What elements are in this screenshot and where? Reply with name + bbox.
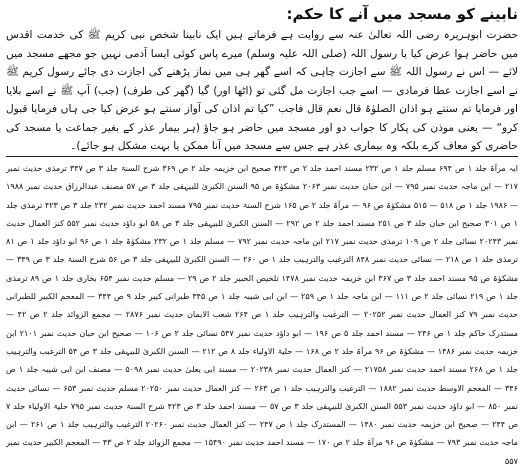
section-heading: نابینے کو مسجد میں آنے کا حکم: xyxy=(286,5,518,23)
footnote-divider xyxy=(6,156,518,157)
hadith-paragraph: حضرت ابوہریرہ رضی اللہ تعالیٰ عنہ سے روایت ہے فرماتے ہیں ایک نابینا شخص نبی کریم ﷺ کی خدمت اقدس میں حاضر ہوا عرض کیا یا رسول اللہ (صلی اللہ علیہ وسلم) میرے پاس کوئی ایسا آدمی نہیں جو مجھے مسجد میں لائے — اس نے رسول اللہ ﷺ سے اجازت چاہی کہ اسے گھر ہی میں نماز پڑھنے کی اجازت دی جائے رسول کریم ﷺ نے اسے اجازت عطا فرمادی — اسے جب اجازت مل گئی تو (اٹھا اور) گیا (گھر کی طرف) (جب) آپ ﷺ نے اسے بلایا اور فرمایا تم سنتے ہو اذان الصلوٰۃ قال نعم قال فاجب ”کیا تم اذان کی آواز سنتے ہو عرض کیا جی ہاں فرمایا قبول کرو“ — یعنی موذن کی پکار کا جواب دو اور مسجد میں حاضر ہو جاؤ (ہر بیمار عذر کے بغیر جماعت یا مسجد کی حاضری کو معاف کرے بلکہ وہ بیماری عذر ہے جس سے مسجد میں آنا ممکن یا بہت مشکل ہو جائے)۔ xyxy=(6,29,518,152)
footnote-references: ایہ مرآۃ جلد ۱ ص ۶۹۴ مسلم جلد ۱ ص ۲۳۲ مسند احمد جلد ۲ ص ۴۲۳ صحیح ابن خزیمہ جلد ۲ ص ۳۶۹ شرح السنۃ جلد ۳ ص ۳۴۷ ترمذی حدیث نمبر ۲۱۷ — ابن ماجہ حدیث نمبر ۷۹۵ — ابن حبان حدیث نمبر ۲۰۶۳ مشکوٰۃ ص ۹۵ السنن الکبریٰ للبیہقی جلد ۳ ص ۵۷ مصنف عبدالرزاق حدیث نمبر ۱۹۸۸ — ۱۹۸۶ جلد ۱ ص ۵۱۸ — ۵۱۵ مشکوٰۃ ص ۹۶ — مرآۃ جلد ۲ ص ۱۶۵ شرح السنۃ حدیث نمبر ۷۹۵ مسند احمد حدیث نمبر ۲۳۲ جلد ۳ ص ۴۲۳ ترمذی جلد ۱ ص ۳۰۱ صحیح ابن حبان جلد ۳ ص ۲۵۱ مسند احمد جلد ۲ ص ۲۹۲ — السنن الکبریٰ للبیہقی جلد ۳ ص ۵۸ ابو داؤد حدیث نمبر ۵۵۲ کنز العمال حدیث نمبر ۲۰۲۴۳ نسائی جلد ۲ ص ۱۰۹ ترمذی حدیث نمبر ۲۱۷ ابن ماجہ حدیث نمبر ۷۹۲ — مسلم جلد ۱ ص ۲۳۲ مشکوٰۃ جلد ۱ ص ۹۶ ابو داؤد جلد ۱ ص ۸۱ ترمذی جلد ۱ ص ۲۱۸ — نسائی حدیث نمبر ۸۴۸ الترغیب والترہیب جلد ۱ ص ۲۶۰ — السنن الکبریٰ للبیہقی جلد ۳ ص ۵۶ شرح السنۃ جلد ۳ ص ۳۴۹ — مشکوٰۃ ص ۹۵ مسند احمد جلد ۳ ص ۳۶۷ ابن خزیمہ حدیث نمبر ۱۴۷۸ تلخیص الحبیر جلد ۲ ص ۲۹ — مسلم حدیث نمبر ۶۵۴ بخاری جلد ۱ ص ۸۹ ترمذی جلد ۱ ص ۲۱۹ نسائی جلد ۲ ص ۱۱۱ — ابن ماجہ جلد ۱ ص ۲۵۹ — ابن ابی شیبہ جلد ۱ ص ۳۴۵ طبرانی کبیر جلد ۹ ص ۳۴۴ — المعجم الکبیر للطبرانی حدیث نمبر ۷۹ کنز العمال حدیث نمبر ۲۰۲۵۲ — الترغیب والترہیب جلد ۱ ص ۲۶۴ شعب الایمان حدیث نمبر ۲۸۷۶ — مجمع الزوائد جلد ۲ ص ۴۲ — مستدرک حاکم جلد ۱ ص ۲۴۶ — مسند احمد جلد ۵ ص ۱۹۶ — ابو داؤد حدیث نمبر ۵۴۷ نسائی جلد ۲ ص ۱۰۶ — صحیح ابن حبان حدیث نمبر ۲۱۰۱ ابن خزیمہ حدیث نمبر ۱۴۸۶ — مشکوٰۃ ص ۹۶ مرآۃ جلد ۲ ص ۱۶۸ — حلیۃ الاولیاء جلد ۸ ص ۲۱۲ — السنن الکبریٰ للبیہقی جلد ۳ ص ۵۴ الترغیب والترہیب جلد ۱ ص ۲۶۸ مسند احمد حدیث نمبر ۲۱۷۵۸ — کنز العمال حدیث نمبر ۲۰۲۳۸ — مسند ابی یعلیٰ حدیث نمبر ۵۰۹۸ — مصنف ابن ابی شیبہ جلد ۱ ص ۳۴۶ — المعجم الاوسط حدیث نمبر ۱۸۸۲ — الترغیب والترہیب جلد ۱ ص ۲۶۳ — کنز العمال حدیث نمبر ۲۰۲۵۰ مسلم حدیث نمبر ۶۵۳ — نسائی حدیث نمبر ۸۵۰ — ابو داؤد حدیث نمبر ۵۵۳ السنن الکبریٰ للبیہقی جلد ۳ ص ۵۷ — مسند احمد جلد ۳ ص ۴۲۳ شرح السنۃ حدیث نمبر ۷۹۵ حلیۃ الاولیاء جلد ۷ ص ۲۴۴ — صحیح ابن خزیمہ حدیث نمبر ۱۴۸۰ — المستدرک جلد ۱ ص ۲۴۷ — کنز العمال حدیث نمبر ۲۰۲۶۰ الترغیب والترہیب جلد ۱ ص ۲۶۱ — ابن ماجہ حدیث نمبر ۷۹۳ — مشکوٰۃ ص ۹۶ مرآۃ جلد ۲ ص ۱۷۰ — مسند احمد حدیث نمبر ۱۵۴۹۰ — مجمع الزوائد جلد ۲ ص ۴۳ — المعجم الکبیر حدیث نمبر ۵۵۷ xyxy=(6,163,519,466)
